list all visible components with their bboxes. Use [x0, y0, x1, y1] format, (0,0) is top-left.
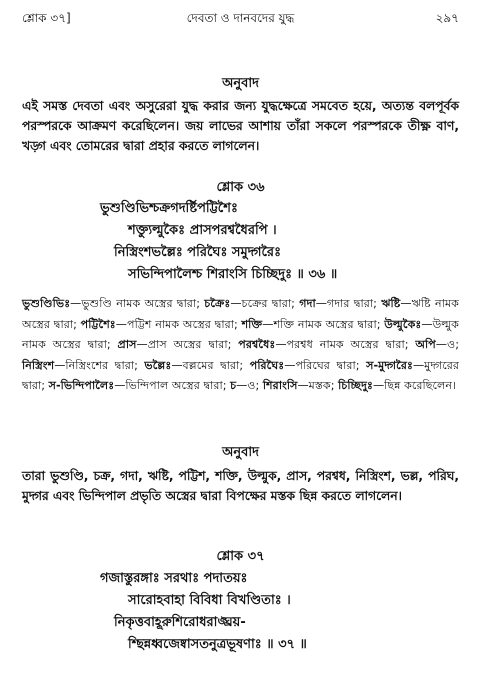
- synonym-term: স-ভিন্দিপালৈঃ: [48, 379, 115, 392]
- synonym-meaning: —ও;: [435, 338, 459, 351]
- synonym-meaning: —মুদ্গরের দ্বারা;: [22, 358, 460, 392]
- synonym-term: গদা: [299, 297, 316, 310]
- synonym-term: পরশ্বধৈঃ: [238, 338, 276, 351]
- synonym-meaning: —বল্লমের দ্বারা;: [171, 358, 250, 372]
- synonym-term: স-মুদ্গরৈঃ: [366, 358, 413, 372]
- synonym-meaning: —উল্মুক নামক অস্ত্রের দ্বারা;: [22, 317, 460, 351]
- synonym-term: শক্তি: [241, 317, 263, 331]
- verse-36-text: [100, 198, 441, 286]
- verse-36-heading: শ্লোক ৩৬: [216, 180, 265, 195]
- header-verse-ref: শ্লোক ৩৭]: [22, 11, 71, 25]
- synonym-term: ভুশুণ্ডিভিঃ: [22, 297, 71, 310]
- synonym-meaning: —প্রাস অস্ত্রের দ্বারা;: [136, 338, 239, 351]
- synonym-term: উল্মুকৈঃ: [384, 317, 422, 331]
- verse-36-line-2: শক্ত্যুল্মুকৈঃ প্রাসপরশ্বধৈরপি ।: [128, 223, 277, 238]
- verse-36-line-3: নিস্ত্রিংশভল্লৈঃ পরিঘৈঃ সমুদ্গরৈঃ: [114, 245, 282, 260]
- synonyms-36: [22, 294, 459, 397]
- header-chapter-title: দেবতা ও দানবদের যুদ্ধ: [186, 11, 295, 25]
- synonym-term: প্রাস: [117, 338, 137, 351]
- verse-36-line-4: সভিন্দিপালৈশ্চ শিরাংসি চিচ্ছিদুঃ ॥ ৩৬ ॥: [128, 267, 338, 282]
- synonym-meaning: —পরিঘের দ্বারা;: [284, 358, 367, 372]
- translation-text-1: এই সমস্ত দেবতা এবং অসুরেরা যুদ্ধ করার জন্য যুদ্ধক্ষেত্রে সমবেত হয়ে, অত্যন্ত বলপূর্বক পরস্পরকে আক্রমণ করেছিলেন। জয় লাভের আশায় তাঁরা সকলে পরস্পরকে তীক্ষ্ণ বাণ, খড়্গ এবং তোমরের দ্বারা প্রহার করতে লাগলেন।: [22, 99, 459, 153]
- synonym-meaning: —ও;: [236, 379, 263, 392]
- synonym-meaning: —শক্তি নামক অস্ত্রের দ্বারা;: [262, 317, 385, 331]
- synonym-term: চিচ্ছিদুঃ: [338, 379, 373, 392]
- verse-37-line-1: গজাস্তুরঙ্গাঃ সরথাঃ পদাতয়ঃ: [100, 571, 248, 586]
- synonym-meaning: —ভিন্দিপাল অস্ত্রের দ্বারা;: [114, 379, 231, 392]
- synonym-term: পরিঘৈঃ: [249, 358, 285, 372]
- verse-36-line-1: ভুশুণ্ডিভিশ্চক্রগদর্ষ্টিপট্টিশৈঃ: [100, 201, 238, 216]
- synonym-meaning: —ঋষ্টি নামক অস্ত্রের দ্বারা;: [22, 297, 460, 331]
- synonym-meaning: —ভুশুণ্ডি নামক অস্ত্রের দ্বারা;: [70, 297, 205, 310]
- verse-37-text: [100, 568, 441, 656]
- verse-37-line-4: শ্ছিন্নধ্বজেষ্বাসতনুত্রভূষণাঃ ॥ ৩৭ ॥: [128, 637, 307, 652]
- synonym-meaning: —গদার দ্বারা;: [315, 297, 382, 310]
- verse-37-heading: শ্লোক ৩৭: [216, 549, 265, 564]
- synonym-term: অপি: [415, 338, 436, 351]
- synonym-meaning: —পরশ্বধ নামক অস্ত্রের দ্বারা;: [275, 338, 416, 351]
- synonym-meaning: —পট্টিশ নামক অস্ত্রের দ্বারা;: [115, 317, 242, 331]
- synonym-meaning: —ছিন্ন করেছিলেন।: [372, 379, 457, 392]
- verse-37-line-3: নিকৃত্তবাহূরুশিরোধরাঙ্ঘ্রয়-: [114, 615, 246, 630]
- synonym-term: চক্রৈঃ: [204, 297, 231, 310]
- synonym-meaning: —চক্রের দ্বারা;: [230, 297, 300, 310]
- synonym-term: শিরাংসি: [262, 379, 298, 392]
- synonym-term: পট্টিশৈঃ: [80, 317, 116, 331]
- verse-37-line-2: সারোহবাহা বিবিধা বিখণ্ডিতাঃ ।: [128, 593, 291, 608]
- translation-heading-2: অনুবাদ: [222, 445, 259, 460]
- synonym-meaning: —মস্তক;: [297, 379, 339, 392]
- synonym-term: ভল্লৈঃ: [144, 358, 172, 372]
- synonym-meaning: —নিস্ত্রিংশের দ্বারা;: [54, 358, 145, 372]
- translation-heading-1: অনুবাদ: [222, 76, 259, 91]
- translation-text-2: তারা ভুশুণ্ডি, চক্র, গদা, ঋষ্টি, পট্টিশ, শক্তি, উল্মুক, প্রাস, পরশ্বধ, নিস্ত্রিংশ, ভল্ল, পরিঘ, মুদ্গর এবং ভিন্দিপাল প্রভৃতি অস্ত্রের দ্বারা বিপক্ষের মস্তক ছিন্ন করতে লাগলেন।: [22, 469, 459, 503]
- synonym-term: ঋষ্টি: [381, 297, 401, 310]
- running-header: [22, 10, 459, 28]
- synonym-term: নিস্ত্রিংশ: [22, 358, 55, 372]
- synonym-term: চ: [230, 379, 237, 392]
- page-number: ২৯৭: [435, 11, 459, 25]
